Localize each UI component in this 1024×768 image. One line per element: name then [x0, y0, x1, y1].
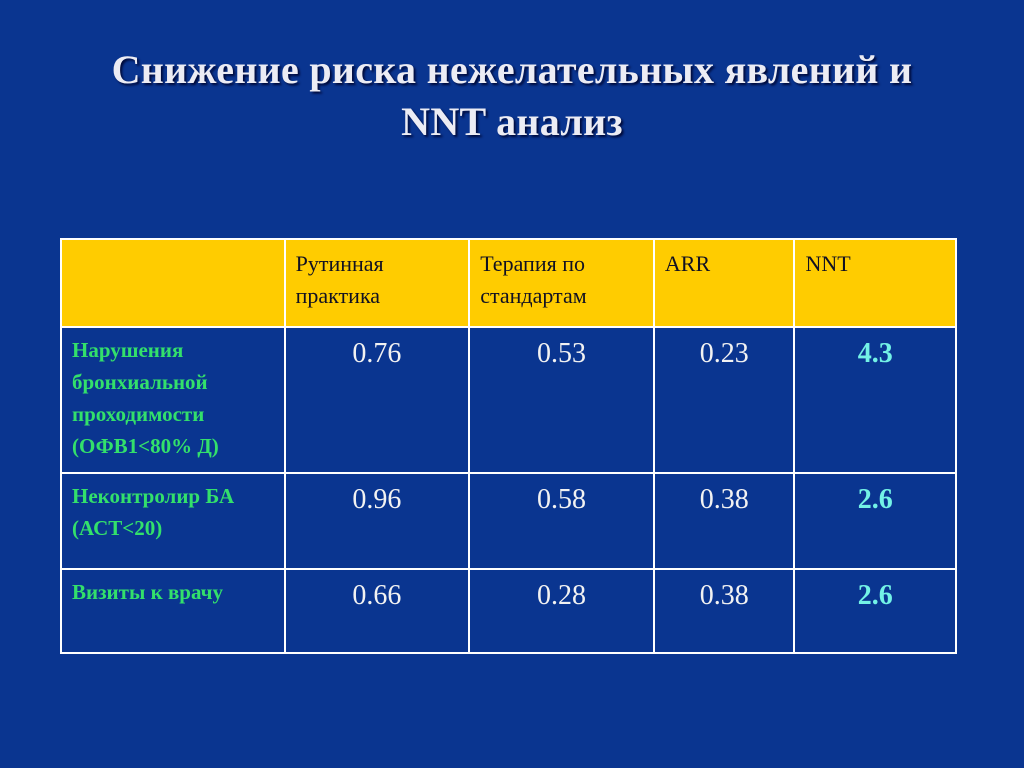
standard-value: 0.58	[469, 473, 654, 569]
arr-value: 0.38	[654, 569, 795, 653]
row-label: Нарушения бронхиальной проходимости (ОФВ1<80% Д)	[61, 327, 285, 473]
nnt-value: 2.6	[794, 473, 956, 569]
table-row	[61, 569, 956, 653]
header-arr: ARR	[654, 239, 795, 327]
nnt-value: 4.3	[794, 327, 956, 473]
header-empty-cell	[61, 239, 285, 327]
row-label: Неконтролир БА (АСТ<20)	[61, 473, 285, 569]
table-header-row	[61, 239, 956, 327]
header-nnt: NNT	[794, 239, 956, 327]
routine-value: 0.66	[285, 569, 470, 653]
nnt-value: 2.6	[794, 569, 956, 653]
slide-title-line-2: NNT анализ	[401, 99, 623, 144]
header-standard-therapy: Терапия по стандартам	[469, 239, 654, 327]
routine-value: 0.96	[285, 473, 470, 569]
table-row	[61, 327, 956, 473]
standard-value: 0.53	[469, 327, 654, 473]
table-row	[61, 473, 956, 569]
routine-value: 0.76	[285, 327, 470, 473]
slide-title-line-1: Снижение риска нежелательных явлений и	[111, 47, 913, 92]
header-routine-practice: Рутинная практика	[285, 239, 470, 327]
arr-value: 0.23	[654, 327, 795, 473]
arr-value: 0.38	[654, 473, 795, 569]
slide-title	[0, 44, 1024, 148]
row-label: Визиты к врачу	[61, 569, 285, 653]
results-table	[60, 238, 957, 654]
standard-value: 0.28	[469, 569, 654, 653]
